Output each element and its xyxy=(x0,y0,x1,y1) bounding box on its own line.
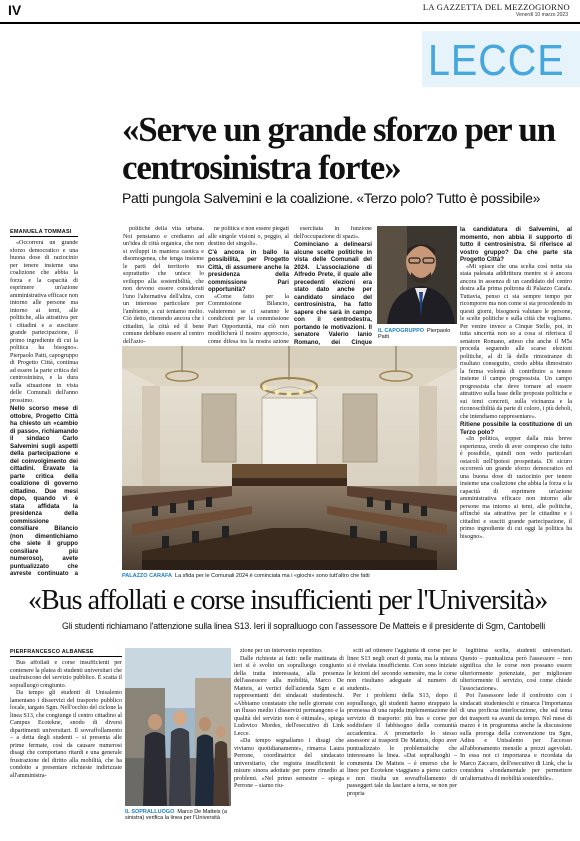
body-paragraph: esercitata in funzione dell'occupazione di spazi». xyxy=(294,226,372,240)
masthead-rule xyxy=(0,22,580,24)
photo-caption-tag: IL SOPRALLUOGO xyxy=(125,809,175,815)
body-paragraph: «Come fatto per la Commissione Bilancio, valuteremo se ci saranno le condizioni per la commissione Pari Opportunità, ma ciò non modificherà il nostro approccio, come difesa tra la nostra azione xyxy=(208,293,289,345)
interview-question: la candidatura di Salvemini, al momento, non abbia il supporto di tutto il centrosinistra. Si riferisce al vostro gruppo? Da che parte sta Progetto Città? xyxy=(460,226,572,263)
inspection-caption xyxy=(125,809,233,821)
article2-subhead: Gli studenti richiamano l'attenzione sulla linea S13. Ieri il sopralluogo con l'assessore De Matteis e il presidente di Sgm, Cantobelli xyxy=(62,621,546,631)
article1-column-5 xyxy=(460,226,572,574)
body-paragraph: «In politica, sopper dalla mia breve esperienza, credo di aver compreso che tutto è possibile, quindi non vedo particolari ostacoli nell'ipotesi prospettata. Di sicuro occorrerà un grande sforzo democratico ed una buona dose di raziocinio per tenere insieme una coalizione che abbia la forza e la capacità di esprimere un'azione amministrativa efficace non intorno alle persone ma intorno ai temi, alle politiche, affinché sia attrattiva per le cittadine e i cittadini e susciti grande partecipazione, il primo ingrediente di cui oggi la politica ha bisogno». xyxy=(460,436,572,540)
issue-date: Venerdì 10 marzo 2023 xyxy=(516,12,568,18)
portrait-caption-text: Pierpaolo Patti xyxy=(378,328,451,340)
article1-subhead: Patti pungola Salvemini e la coalizione. «Terzo polo? Tutto è possibile» xyxy=(122,190,541,206)
interview-question: Ritiene possibile la costituzione di un Terzo polo? xyxy=(460,421,572,436)
article2-column-5 xyxy=(460,648,572,836)
body-paragraph: legittima scelta, studenti universitari. Questo – puntualizza però l'assessore – non significa che le corse non possano essere ulteriormente potenziate, per migliorare ulteriormente il servizio, così come chiede l'associazione». xyxy=(460,648,572,692)
article2-byline: PIERFRANCESCO ALBANESE xyxy=(10,649,94,655)
body-paragraph: sciti ad ottenere l'aggiunta di corse per le linee S13 negli orari di punta, ma la misura si è rivelata insufficiente. Con sono iniziate le lezioni del secondo semestre, ma le corse non risultano adeguate al numero di studenti». xyxy=(347,648,457,692)
body-paragraph: «Occorrerà un grande sforzo democratico e una buona dose di raziocinio per tenere insieme una coalizione che abbia la forza e la capacità di esprimere un'azione amministrativa efficace non intorno alle persone ma intorno ai temi, alle politiche, alla attrattiva per i cittadini e a suscitare grande partecipazione, il primo ingrediente di cui la politica ha bisogno». Pierpaolo Patti, capogruppo di Progetto Città, continua ad essere la parte critica del centrosinistra, e la dura sulla situazione in vista delle Comunali dell'anno prossimo. xyxy=(10,240,78,404)
article2-column-1 xyxy=(10,660,122,835)
interview-question: Cominciano a delinearsi alcune scelte politiche in vista delle Comunali del 2024. L'associazione di Alfredo Prete, il quale alle precedenti elezioni era stato dato anche per candidato sindaco del centrosinistra, ha fatto sapere che sarà in campo con il centrodestra, portando le motivazioni. Il senatore Valerio Ianio Romano, dei Cinque xyxy=(294,241,372,346)
body-paragraph: ne politica e non essere piegati alle singole visioni o, peggio, al destino dei singoli». xyxy=(208,226,289,247)
section-name: LECCE xyxy=(428,36,565,85)
body-paragraph: politiche della vita urbana. Noi pensiamo e crediamo ad un'idea di città organica, che non si sviluppi in maniera caotica e disomogenea, che tenga insieme le parti del territorio ma soprattutto che unisce lo sviluppo alla sostenibilità, che non devono essere considerati l'uno l'alternativa dell'altra, con un interesse particolare per l'ambiente, a cui teniamo molto. Ciò detto, ritenendo ancora che i cittadini, la città ed il bene comune debbano essere al centro dell'azio- xyxy=(123,226,204,345)
article1-column-3 xyxy=(208,226,289,346)
inspection-photo xyxy=(125,648,231,806)
byline-rule-2 xyxy=(10,656,122,657)
interview-question: Nello scorso mese di ottobre, Progetto Città ha chiesto un «cambio di passo», richiamando il sindaco Carlo Salvemini sugli aspetti della partecipazione e del coinvolgimento dei cittadini. Eravate la parte critica della coalizione di governo cittadino. Due mesi dopo, quando vi è stata affidata la presidenza della commissione consiliare Bilancio (non dimentichiamo che siete il gruppo consiliare più numeroso), avete puntualizzato che avreste continuato a xyxy=(10,405,78,575)
body-paragraph: Bus affollati e corse insufficienti per contenere la platea di studenti universitari che usufruiscono del servizio pubblico. È scatta il sopralluogo congiunto. xyxy=(10,660,122,689)
article1-byline: EMANUELA TOMMASI xyxy=(10,229,72,235)
article1-headline: «Serve un grande sforzo per un centrosinistra forte» xyxy=(122,110,555,187)
main-caption-tag: PALAZZO CARAFA xyxy=(122,573,173,579)
interview-question: C'è ancora in ballo la possibilità, per Progetto Città, di assumere anche la presidenza della commissione Pari opportunità? xyxy=(208,248,289,293)
portrait-caption-tag: IL CAPOGRUPPO xyxy=(378,328,425,334)
council-hall-photo xyxy=(122,346,457,570)
article1-column-2 xyxy=(123,226,204,346)
masthead xyxy=(0,0,580,22)
newspaper-name: LA GAZZETTA DEL MEZZOGIORNO xyxy=(422,2,570,12)
body-paragraph: «Mi spiace che una scelta così netta sia stata palesata addirittura mentre si è ancora ancora in assenza di un candidato del centro destra alla prima poltrona di Palazzo Carafa. Tuttavia, penso ci sia sempre tempo per ricomporre ma non come si sta procedendo in questi giorni, bisognerà valutare le persone, le scelte politiche e sulla città che vogliamo. Per venire invece a Cinque Stelle, poi, in tutta sincerità non so a cosa si riferisca il senatore Romano, atteso che anche il M5s proceda seguendo alle scarse elezioni politiche, al di là delle rimostranze di risultato conseguito, credo abbia dimostrato la ferma volontà di contribuire a tenere insieme il campo progressista. Un campo progressista che deve tornare ad essere attrattivo sulla base delle proposte politiche e sui temi concreti, sulla vicinanza e la riconoscibilità da parte di coloro, i più deboli, che intendiamo rappresentare». xyxy=(460,263,572,420)
article1-column-4 xyxy=(294,226,372,346)
body-paragraph: Dalle richieste ai fatti: nelle mattinata di ieri si è svolto un sopralluogo congiunto della tratta interessata, alla presenza dell'assessore alla mobilità, Marco De Matteis, ai vertici dell'azienda Sgm e ai rappresentanti dei sindacati studenteschi. «Abbiamo constatato che nelle giornate con un flusso medio i disservizi permangono e la qualità del servizio non è ottimale», spiega Ludovico Mordes, dell'esecutivo di Link Lecce. xyxy=(234,655,344,737)
photo-caption-text: Marco De Matteis (a sinistra) verifica la linea per l'Università xyxy=(125,809,227,821)
article2-column-4 xyxy=(347,648,457,836)
portrait-caption xyxy=(378,328,458,340)
article2-headline: «Bus affollati e corse insufficienti per l'Università» xyxy=(28,585,548,616)
portrait-photo xyxy=(377,226,457,324)
body-paragraph: Per i problemi della S13, dopo il sopralluogo, gli studenti hanno strappato la promessa di una rapida implementazione del servizio di trasporto: più bus e corse per soddisfare il fabbisogno della comunità accademica. A prometterlo lo stesso assessore ai trasporti De Matteis, dopo aver puntualizzato le problematiche che interessano la linea. «Dai sopralluoghi – commenta De Matteis – è emerso che le linee per Ecotekne viaggiano a pieno carico e non risulta un sovraffollamento di passeggeri tale da lasciare a terra, se non per propria xyxy=(347,693,457,797)
body-paragraph: «Da tempo segnaliamo i disagi che viviamo quotidianamente», rimarca Laura Perrone, coordinatrice del sindacato universitario, che registra insufficienti le misure sinora adottate per porre rimedio ai problemi. «Nel primo semestre – spiega Perrone – siamo riu- xyxy=(234,738,344,789)
body-paragraph: Poi l'assessore lede il confronto con i sindacati studenteschi e rimarca l'importanza di una proficua interlocuzione, che sul tema dei trasporti va avanti da tempo. Nel mese di marzo è in programma anche la discussione sulla proroga della convenzione tra Sgm, Adisu e Unisalento per l'accesso all'abbonamento mensile a prezzi agevolati. In essa noi ci importanza e ricordata da Marco Zaccaro, dell'esecutivo di Link, che la considera «fondamentale per permettere un'alternativa di mobilità sostenibile». xyxy=(460,693,572,782)
council-hall-caption xyxy=(122,573,457,579)
byline-rule xyxy=(10,236,78,237)
article2-column-3 xyxy=(234,648,344,836)
body-paragraph: zione per un intervento repentino. xyxy=(240,648,323,654)
page-number: IV xyxy=(8,2,22,18)
article1-column-1 xyxy=(10,240,78,575)
body-paragraph: Da tempo gli studenti di Unisalento lamentano i disservizi del trasporto pubblico locale, targato Sgm. Nell'occhio del ciclone la linea S13, che congiunge il centro cittadino al Campus Ecotekne, snodo di diversi dipartimenti universitari. Il sovraffollamento – a detta degli studenti – si presenta alle prime fermate, così da causare numerosi disagi che comportano ritardi e una generale frustrazione del diritto alla mobilità, che ha condotto a presentare richieste indirizzate all'amministra- xyxy=(10,690,122,779)
main-caption-text: La sfida per le Comunali 2024 è cominciata ma i «giochi» sono tutt'altro che fatti xyxy=(175,573,370,579)
